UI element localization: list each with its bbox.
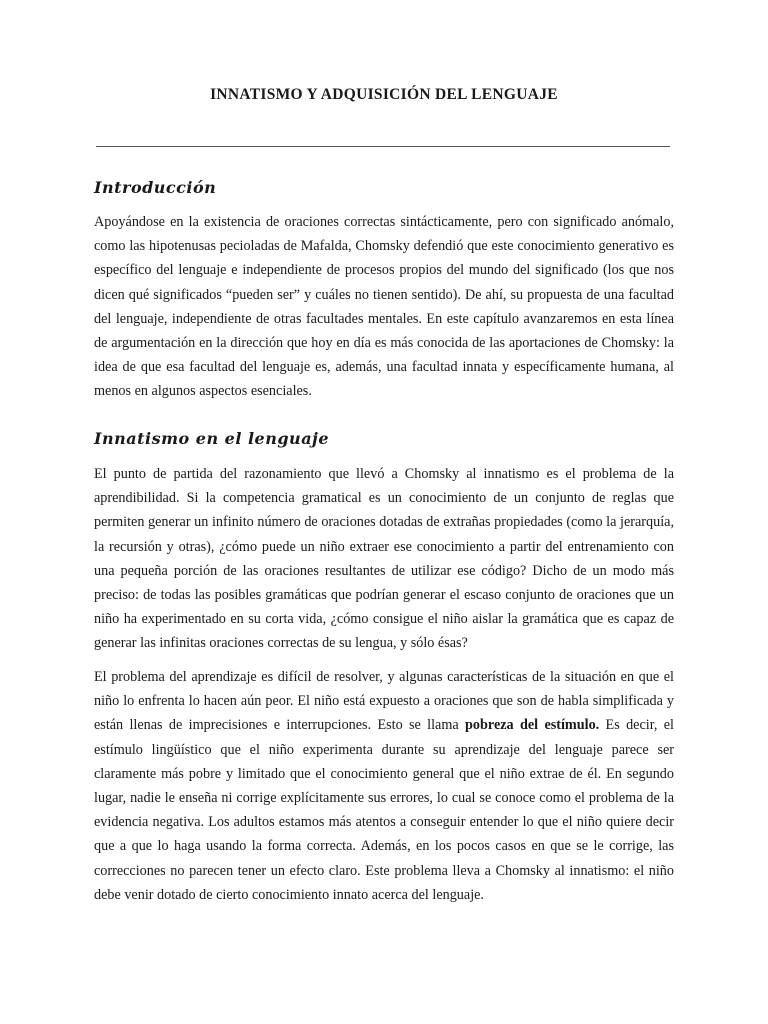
section-heading-introduccion: Introducción (94, 178, 217, 197)
paragraph-text-end: Es decir, el estímulo lingüístico que el niño experimenta durante su aprendizaje del lenguaje parece ser claramente más pobre y limitado que el conocimiento general que el niño extrae de él. En segundo lugar, nadie le enseña ni corrige explícitamente sus errores, lo cual se conoce como el problema de la evidencia negativa. Los adultos estamos más atentos a conseguir entender lo que el niño quiere decir que a que lo haga usando la forma correcta. Además, en los pocos casos en que se le corrige, las correcciones no parecen tener un efecto claro. Este problema lleva a Chomsky al innatismo: el niño debe venir dotado de cierto conocimiento innato acerca del lenguaje. (94, 717, 674, 903)
paragraph-introduccion: Apoyándose en la existencia de oraciones correctas sintácticamente, pero con significado anómalo, como las hipotenusas pecioladas de Mafalda, Chomsky defendió que este conocimiento generativo es específico del lenguaje e independiente de procesos propios del mundo del significado (los que nos dicen qué significados “pueden ser” y cuáles no tienen sentido). De ahí, su propuesta de una facultad del lenguaje, independiente de otras facultades mentales. En este capítulo avanzaremos en esta línea de argumentación en la dirección que hoy en día es más conocida de las aportaciones de Chomsky: la idea de que esa facultad del lenguaje es, además, una facultad innata y específicamente humana, al menos en algunos aspectos esenciales. (94, 214, 674, 400)
title-divider (96, 146, 670, 147)
paragraph-aprendibilidad: El punto de partida del razonamiento que llevó a Chomsky al innatismo es el problema de la aprendibilidad. Si la competencia gramatical es un conocimiento de un conjunto de reglas que permiten generar un infinito número de oraciones dotadas de extrañas propiedades (como la jerarquía, la recursión y otras), ¿cómo puede un niño extraer ese conocimiento a partir del entrenamiento con una pequeña porción de las oraciones resultantes de utilizar ese código? Dicho de un modo más preciso: de todas las posibles gramáticas que podrían generar el escaso conjunto de oraciones que un niño ha experimentado en su corta vida, ¿cómo consigue el niño aislar la gramática que es capaz de generar las infinitas oraciones correctas de su lengua, y sólo ésas? (94, 466, 674, 652)
section-heading-innatismo: Innatismo en el lenguaje (94, 429, 330, 448)
paragraph-pobreza-estimulo (94, 665, 674, 907)
term-pobreza-del-estimulo: pobreza del estímulo. (465, 717, 600, 734)
document-title: INNATISMO Y ADQUISICIÓN DEL LENGUAJE (210, 86, 558, 103)
paragraph-text-start: El problema del aprendizaje es difícil de resolver, y algunas características de la situación en que el niño lo enfrenta lo hacen aún peor. El niño está expuesto a oraciones que son de habla simplificada y están llenas de imprecisiones e interrupciones. Esto se llama (94, 669, 674, 734)
